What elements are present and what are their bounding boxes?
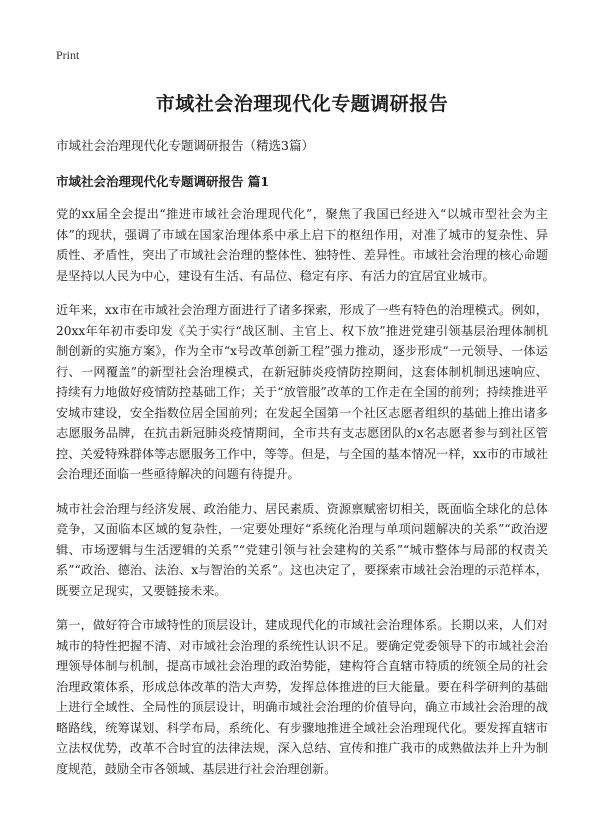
page-title: 市域社会治理现代化专题调研报告 <box>155 93 449 115</box>
document-subtitle: 市域社会治理现代化专题调研报告（精选3篇） <box>56 138 314 153</box>
print-link[interactable]: Print <box>56 48 80 62</box>
paragraph: 党的xx届全会提出“推进市域社会治理现代化”，聚焦了我国已经进入“以城市型社会为主体”的现状，强调了市域在国家治理体系中承上启下的枢纽作用，对准了城市的复杂性、异质性、矛盾性，突出了市域社会治理的整体性、独特性、差异性。市域社会治理的核心命题是坚持以人民为中心，建设有生活、有品位、稳定有序、有活力的宜居宜业城市。 <box>56 207 548 283</box>
section-heading: 市域社会治理现代化专题调研报告 篇1 <box>56 174 270 189</box>
paragraph: 近年来，xx市在市域社会治理方面进行了诸多探索，形成了一些有特色的治理模式。例如，20xx年年初市委印发《关于实行“战区制、主官上、权下放”推进党建引领基层治理体制机制创新的实施方案》，作为全市“x号改革创新工程”强力推动，逐步形成“一元领导、一体运行、一网覆盖”的新型社会治理模式，在新冠肺炎疫情防控期间，这套体制机制迅速响应、持续有力地做好疫情防控基础工作；关于“放管服”改革的工作走在全国的前列；持续推进平安城市建设，安全指数位居全国前列；在发起全国第一个社区志愿者组织的基础上推出诸多志愿服务品牌，在抗击新冠肺炎疫情期间，全市共有支志愿团队的x名志愿者参与到社区管控、关爱特殊群体等志愿服务工作中，等等。但是，与全国的基本情况一样，xx市的市域社会治理还面临一些亟待解决的问题有待提升。 <box>56 303 548 481</box>
paragraph: 第一，做好符合市域特性的顶层设计，建成现代化的市域社会治理体系。长期以来，人们对城市的特性把握不清、对市域社会治理的系统性认识不足。要确定党委领导下的市域社会治理领导体制与机制，提高市域社会治理的政治势能，建构符合直辖市特质的统领全局的社会治理政策体系，形成总体改革的浩大声势，发挥总体推进的巨大能量。要在科学研判的基础上进行全域性、全局性的顶层设计，明确市域社会治理的价值导向，确立市域社会治理的战略路线，统筹谋划、科学布局，系统化、有步骤地推进全域社会治理现代化。要发挥直辖市立法权优势，改革不合时宜的法律法规，深入总结、宣传和推广我市的成熟做法并上升为制度规范，鼓励全市各领域、基层进行社会治理创新。 <box>56 618 548 776</box>
paragraph: 城市社会治理与经济发展、政治能力、居民素质、资源禀赋密切相关，既面临全球化的总体竞争，又面临本区域的复杂性，一定要处理好“系统化治理与单项问题解决的关系”“政治逻辑、市场逻辑与生活逻辑的关系”“党建引领与社会建构的关系”“城市整体与局部的权责关系”“政治、德治、法治、x与智治的关系”。这也决定了，要探索市域社会治理的示范样本，既要立足现实，又要链接未来。 <box>56 501 548 598</box>
